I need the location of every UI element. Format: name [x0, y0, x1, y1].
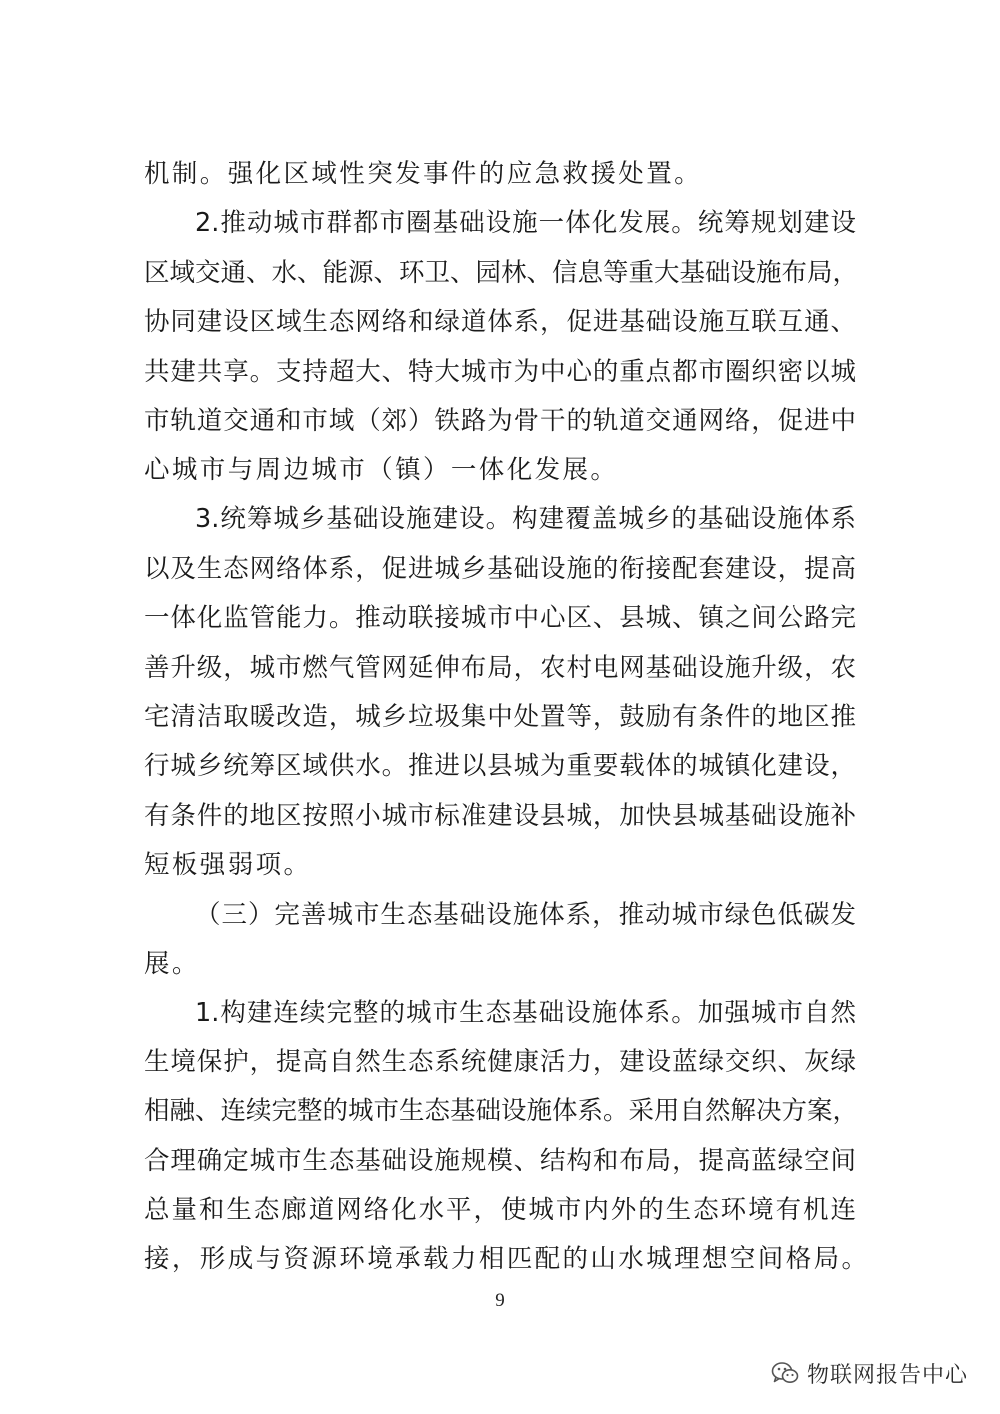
body-run: 加强城市自然 [697, 998, 856, 1028]
body-line: 生境保护，提高自然生态系统健康活力，建设蓝绿交织、灰绿 [144, 1047, 856, 1077]
body-line [195, 996, 856, 1030]
body-line: 心城市与周边城市（镇）一体化发展。 [144, 455, 619, 485]
subheading-run: 3.统筹城乡基础设施建设。 [195, 504, 513, 534]
body-line: 机制。强化区域性突发事件的应急救援处置。 [144, 159, 703, 189]
body-line: 合理确定城市生态基础设施规模、结构和布局，提高蓝绿空间 [144, 1146, 856, 1176]
body-line: 宅清洁取暖改造，城乡垃圾集中处置等，鼓励有条件的地区推 [144, 702, 856, 732]
body-line: 相融、连续完整的城市生态基础设施体系。采用自然解决方案， [144, 1096, 859, 1126]
body-line: 短板强弱项。 [144, 850, 312, 880]
body-line: 以及生态网络体系，促进城乡基础设施的衔接配套建设，提高 [144, 554, 856, 584]
body-line: 协同建设区域生态网络和绿道体系，促进基础设施互联互通、 [144, 307, 856, 337]
body-line: 共建共享。支持超大、特大城市为中心的重点都市圈织密以城 [144, 357, 856, 387]
body-run: 构建覆盖城乡的基础设施体系 [512, 504, 856, 534]
page-number: 9 [495, 1290, 505, 1311]
body-line: 市轨道交通和市域（郊）铁路为骨干的轨道交通网络，促进中 [144, 406, 856, 436]
section-heading: （三）完善城市生态基础设施体系，推动城市绿色低碳发 [195, 900, 856, 930]
body-line: 有条件的地区按照小城市标准建设县城，加快县城基础设施补 [144, 801, 856, 831]
body-line [195, 206, 856, 240]
body-line: 行城乡统筹区域供水。推进以县城为重要载体的城镇化建设， [144, 751, 856, 781]
watermark-label: 物联网报告中心 [806, 1362, 968, 1388]
body-run: 统筹规划建设 [697, 208, 856, 238]
body-line: 善升级，城市燃气管网延伸布局，农村电网基础设施升级，农 [144, 653, 856, 683]
watermark [771, 1356, 968, 1390]
section-heading-cont: 展。 [144, 949, 200, 979]
subheading-run: 2.推动城市群都市圈基础设施一体化发展。 [195, 208, 698, 238]
wechat-icon [771, 1361, 799, 1385]
body-line: 一体化监管能力。推动联接城市中心区、县城、镇之间公路完 [144, 603, 856, 633]
body-line: 总量和生态廊道网络化水平，使城市内外的生态环境有机连 [144, 1195, 856, 1225]
body-line: 接，形成与资源环境承载力相匹配的山水城理想空间格局。 [144, 1244, 870, 1274]
subheading-run: 1.构建连续完整的城市生态基础设施体系。 [195, 998, 698, 1028]
body-line: 区域交通、水、能源、环卫、园林、信息等重大基础设施布局， [144, 258, 859, 288]
body-line [195, 502, 856, 536]
